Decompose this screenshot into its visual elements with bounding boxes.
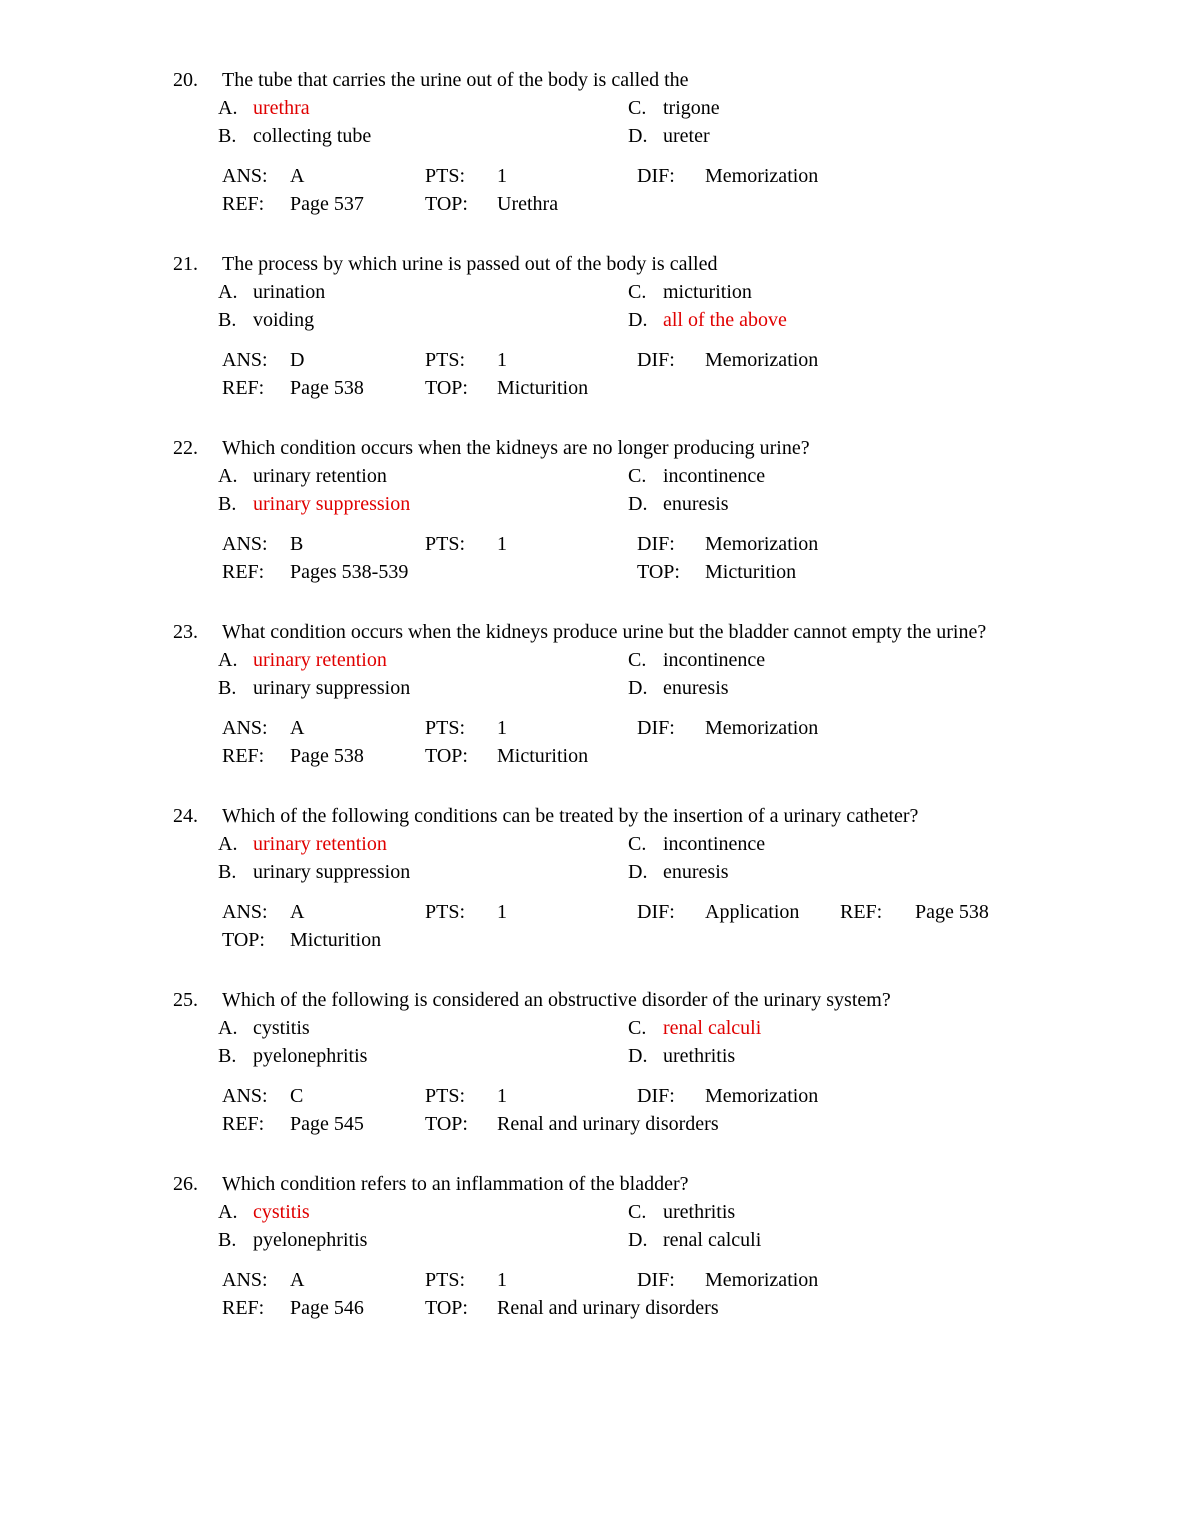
option bbox=[628, 1198, 1130, 1226]
option-text: urinary retention bbox=[253, 833, 387, 855]
question-line bbox=[173, 802, 1130, 830]
option bbox=[628, 830, 1130, 858]
meta-value: 1 bbox=[497, 717, 507, 739]
answer-meta-block bbox=[173, 530, 1130, 586]
meta-value: Renal and urinary disorders bbox=[497, 1113, 719, 1135]
question-line bbox=[173, 618, 1130, 646]
question-list bbox=[173, 66, 1130, 1322]
option-text: enuresis bbox=[663, 861, 729, 883]
meta-pair bbox=[222, 1110, 364, 1138]
meta-value: Memorization bbox=[705, 165, 819, 187]
meta-label: DIF: bbox=[637, 165, 675, 187]
meta-pair bbox=[222, 190, 364, 218]
option-text: cystitis bbox=[253, 1201, 310, 1223]
meta-value: Page 538 bbox=[915, 901, 989, 923]
meta-label: TOP: bbox=[425, 193, 468, 215]
option-text: ureter bbox=[663, 125, 710, 147]
option-text: urethritis bbox=[663, 1045, 736, 1067]
meta-pair bbox=[637, 714, 818, 742]
option-letter: B. bbox=[218, 861, 237, 883]
answer-meta-block bbox=[173, 898, 1130, 954]
meta-pair bbox=[222, 346, 304, 374]
option bbox=[628, 94, 1130, 122]
meta-value: A bbox=[290, 1269, 305, 1291]
meta-pair bbox=[637, 1266, 818, 1294]
question-line bbox=[173, 434, 1130, 462]
meta-value: B bbox=[290, 533, 304, 555]
meta-label: REF: bbox=[840, 901, 883, 923]
question-line bbox=[173, 986, 1130, 1014]
meta-value: Memorization bbox=[705, 533, 819, 555]
meta-pair bbox=[840, 898, 989, 926]
meta-label: PTS: bbox=[425, 349, 466, 371]
question-number: 26. bbox=[173, 1173, 198, 1195]
meta-label: DIF: bbox=[637, 349, 675, 371]
option bbox=[218, 1198, 628, 1226]
meta-pair bbox=[425, 742, 588, 770]
meta-value: Page 538 bbox=[290, 745, 364, 767]
meta-value: Memorization bbox=[705, 717, 819, 739]
option-letter: B. bbox=[218, 1229, 237, 1251]
option bbox=[218, 674, 628, 702]
option-text: urinary retention bbox=[253, 465, 387, 487]
options bbox=[218, 1198, 1130, 1254]
meta-value: A bbox=[290, 901, 305, 923]
meta-label: PTS: bbox=[425, 533, 466, 555]
meta-label: ANS: bbox=[222, 901, 268, 923]
question-number: 23. bbox=[173, 621, 198, 643]
question-block bbox=[173, 250, 1130, 402]
option-letter: B. bbox=[218, 677, 237, 699]
meta-label: TOP: bbox=[425, 1113, 468, 1135]
option-letter: B. bbox=[218, 493, 237, 515]
meta-label: REF: bbox=[222, 1113, 265, 1135]
meta-value: 1 bbox=[497, 349, 507, 371]
meta-value: Renal and urinary disorders bbox=[497, 1297, 719, 1319]
option-text: urethritis bbox=[663, 1201, 736, 1223]
option-letter: A. bbox=[218, 97, 238, 119]
question-text: The tube that carries the urine out of the body is called the bbox=[222, 69, 689, 91]
option bbox=[218, 830, 628, 858]
options-column-left bbox=[218, 462, 628, 518]
meta-value: 1 bbox=[497, 533, 507, 555]
answer-meta-block bbox=[173, 162, 1130, 218]
meta-pair bbox=[222, 530, 303, 558]
meta-pair bbox=[637, 558, 796, 586]
option-text: trigone bbox=[663, 97, 720, 119]
option-text: collecting tube bbox=[253, 125, 372, 147]
option-text: renal calculi bbox=[663, 1017, 762, 1039]
meta-pair bbox=[222, 162, 304, 190]
option-letter: D. bbox=[628, 1045, 648, 1067]
meta-row bbox=[173, 1110, 1130, 1138]
meta-pair bbox=[425, 530, 507, 558]
meta-label: PTS: bbox=[425, 1269, 466, 1291]
meta-row bbox=[173, 558, 1130, 586]
meta-label: TOP: bbox=[637, 561, 680, 583]
options bbox=[218, 94, 1130, 150]
meta-value: 1 bbox=[497, 901, 507, 923]
option bbox=[218, 1042, 628, 1070]
meta-pair bbox=[222, 374, 364, 402]
option bbox=[218, 1226, 628, 1254]
meta-row bbox=[173, 530, 1130, 558]
question-text: Which condition refers to an inflammation of the bladder? bbox=[222, 1173, 689, 1195]
meta-pair bbox=[425, 346, 507, 374]
meta-pair bbox=[425, 374, 588, 402]
option-letter: A. bbox=[218, 1201, 238, 1223]
meta-value: Micturition bbox=[290, 929, 382, 951]
meta-label: TOP: bbox=[425, 745, 468, 767]
meta-value: C bbox=[290, 1085, 304, 1107]
option-text: urinary suppression bbox=[253, 861, 411, 883]
meta-label: TOP: bbox=[222, 929, 265, 951]
meta-label: PTS: bbox=[425, 901, 466, 923]
options-column-left bbox=[218, 1198, 628, 1254]
meta-pair bbox=[222, 742, 364, 770]
option-text: all of the above bbox=[663, 309, 787, 331]
question-block bbox=[173, 434, 1130, 586]
answer-meta-block bbox=[173, 1082, 1130, 1138]
question-line bbox=[173, 1170, 1130, 1198]
option-letter: D. bbox=[628, 309, 648, 331]
meta-label: ANS: bbox=[222, 717, 268, 739]
meta-label: ANS: bbox=[222, 165, 268, 187]
option-letter: A. bbox=[218, 833, 238, 855]
meta-pair bbox=[425, 1266, 507, 1294]
meta-label: ANS: bbox=[222, 1269, 268, 1291]
meta-pair bbox=[222, 1294, 364, 1322]
meta-label: REF: bbox=[222, 1297, 265, 1319]
meta-pair bbox=[222, 898, 304, 926]
option bbox=[628, 646, 1130, 674]
meta-value: Memorization bbox=[705, 1269, 819, 1291]
option bbox=[218, 122, 628, 150]
question-block bbox=[173, 802, 1130, 954]
options bbox=[218, 278, 1130, 334]
question-text: Which condition occurs when the kidneys are no longer producing urine? bbox=[222, 437, 810, 459]
option-letter: D. bbox=[628, 861, 648, 883]
meta-value: Micturition bbox=[497, 377, 589, 399]
meta-label: PTS: bbox=[425, 717, 466, 739]
meta-value: A bbox=[290, 717, 305, 739]
option-text: voiding bbox=[253, 309, 315, 331]
option bbox=[628, 1014, 1130, 1042]
meta-pair bbox=[637, 530, 818, 558]
option-text: incontinence bbox=[663, 649, 766, 671]
option-letter: C. bbox=[628, 1017, 647, 1039]
option-text: cystitis bbox=[253, 1017, 310, 1039]
option-letter: A. bbox=[218, 1017, 238, 1039]
meta-value: Page 546 bbox=[290, 1297, 364, 1319]
meta-row bbox=[173, 1294, 1130, 1322]
option-text: incontinence bbox=[663, 465, 766, 487]
meta-value: Pages 538-539 bbox=[290, 561, 409, 583]
meta-pair bbox=[637, 346, 818, 374]
options-column-right bbox=[628, 1198, 1130, 1254]
meta-label: DIF: bbox=[637, 1085, 675, 1107]
question-block bbox=[173, 618, 1130, 770]
meta-value: Micturition bbox=[705, 561, 797, 583]
option-letter: A. bbox=[218, 281, 238, 303]
meta-value: 1 bbox=[497, 165, 507, 187]
options bbox=[218, 1014, 1130, 1070]
options-column-right bbox=[628, 462, 1130, 518]
option bbox=[218, 94, 628, 122]
meta-label: DIF: bbox=[637, 717, 675, 739]
meta-pair bbox=[637, 898, 799, 926]
option-text: micturition bbox=[663, 281, 752, 303]
meta-row bbox=[173, 190, 1130, 218]
meta-pair bbox=[425, 1110, 719, 1138]
meta-value: Page 537 bbox=[290, 193, 364, 215]
option-letter: C. bbox=[628, 281, 647, 303]
meta-label: PTS: bbox=[425, 165, 466, 187]
meta-label: ANS: bbox=[222, 1085, 268, 1107]
option-text: pyelonephritis bbox=[253, 1045, 368, 1067]
option bbox=[218, 462, 628, 490]
meta-row bbox=[173, 714, 1130, 742]
option-letter: A. bbox=[218, 465, 238, 487]
meta-pair bbox=[222, 558, 408, 586]
options-column-right bbox=[628, 1014, 1130, 1070]
option-text: incontinence bbox=[663, 833, 766, 855]
meta-pair bbox=[637, 1082, 818, 1110]
question-text: Which of the following is considered an obstructive disorder of the urinary system? bbox=[222, 989, 891, 1011]
option bbox=[628, 122, 1130, 150]
option-letter: C. bbox=[628, 833, 647, 855]
option-text: urinary retention bbox=[253, 649, 387, 671]
meta-row bbox=[173, 346, 1130, 374]
options-column-left bbox=[218, 94, 628, 150]
meta-label: DIF: bbox=[637, 1269, 675, 1291]
meta-pair bbox=[425, 190, 558, 218]
meta-row bbox=[173, 162, 1130, 190]
option bbox=[218, 306, 628, 334]
meta-pair bbox=[425, 162, 507, 190]
meta-pair bbox=[637, 162, 818, 190]
answer-meta-block bbox=[173, 346, 1130, 402]
question-line bbox=[173, 66, 1130, 94]
meta-pair bbox=[425, 714, 507, 742]
question-block bbox=[173, 1170, 1130, 1322]
meta-pair bbox=[425, 898, 507, 926]
meta-value: Urethra bbox=[497, 193, 559, 215]
option-text: urethra bbox=[253, 97, 310, 119]
options-column-left bbox=[218, 830, 628, 886]
meta-label: REF: bbox=[222, 745, 265, 767]
options bbox=[218, 646, 1130, 702]
question-number: 25. bbox=[173, 989, 198, 1011]
meta-label: REF: bbox=[222, 193, 265, 215]
option-letter: A. bbox=[218, 649, 238, 671]
question-line bbox=[173, 250, 1130, 278]
meta-pair bbox=[222, 714, 304, 742]
meta-label: PTS: bbox=[425, 1085, 466, 1107]
question-text: Which of the following conditions can be treated by the insertion of a urinary catheter? bbox=[222, 805, 919, 827]
options-column-left bbox=[218, 1014, 628, 1070]
option bbox=[218, 490, 628, 518]
meta-value: Memorization bbox=[705, 1085, 819, 1107]
meta-value: Micturition bbox=[497, 745, 589, 767]
option-text: enuresis bbox=[663, 493, 729, 515]
options-column-right bbox=[628, 830, 1130, 886]
meta-pair bbox=[425, 1082, 507, 1110]
meta-value: 1 bbox=[497, 1085, 507, 1107]
option-letter: D. bbox=[628, 1229, 648, 1251]
option bbox=[218, 278, 628, 306]
question-number: 24. bbox=[173, 805, 198, 827]
option-letter: D. bbox=[628, 677, 648, 699]
meta-pair bbox=[425, 1294, 719, 1322]
option bbox=[628, 858, 1130, 886]
meta-value: 1 bbox=[497, 1269, 507, 1291]
meta-row bbox=[173, 1082, 1130, 1110]
meta-label: REF: bbox=[222, 561, 265, 583]
option-letter: C. bbox=[628, 649, 647, 671]
meta-label: TOP: bbox=[425, 377, 468, 399]
meta-label: DIF: bbox=[637, 901, 675, 923]
meta-row bbox=[173, 898, 1130, 926]
question-block bbox=[173, 66, 1130, 218]
question-number: 22. bbox=[173, 437, 198, 459]
meta-row bbox=[173, 742, 1130, 770]
options-column-left bbox=[218, 278, 628, 334]
question-text: The process by which urine is passed out of the body is called bbox=[222, 253, 718, 275]
question-number: 20. bbox=[173, 69, 198, 91]
option-letter: D. bbox=[628, 125, 648, 147]
option-letter: B. bbox=[218, 125, 237, 147]
option bbox=[628, 490, 1130, 518]
meta-value: D bbox=[290, 349, 305, 371]
option-text: enuresis bbox=[663, 677, 729, 699]
option bbox=[628, 306, 1130, 334]
option-text: renal calculi bbox=[663, 1229, 762, 1251]
meta-pair bbox=[222, 1266, 304, 1294]
option-text: urination bbox=[253, 281, 326, 303]
meta-label: REF: bbox=[222, 377, 265, 399]
option-text: urinary suppression bbox=[253, 493, 411, 515]
option bbox=[628, 278, 1130, 306]
meta-row bbox=[173, 374, 1130, 402]
option-letter: C. bbox=[628, 1201, 647, 1223]
meta-label: ANS: bbox=[222, 533, 268, 555]
options bbox=[218, 830, 1130, 886]
option bbox=[218, 646, 628, 674]
meta-value: Page 545 bbox=[290, 1113, 364, 1135]
question-number: 21. bbox=[173, 253, 198, 275]
question-text: What condition occurs when the kidneys produce urine but the bladder cannot empty the urine? bbox=[222, 621, 987, 643]
meta-row bbox=[173, 1266, 1130, 1294]
meta-pair bbox=[222, 926, 381, 954]
option-letter: B. bbox=[218, 309, 237, 331]
option-letter: C. bbox=[628, 465, 647, 487]
option-letter: C. bbox=[628, 97, 647, 119]
answer-meta-block bbox=[173, 1266, 1130, 1322]
question-block bbox=[173, 986, 1130, 1138]
options-column-right bbox=[628, 94, 1130, 150]
option bbox=[218, 858, 628, 886]
options-column-right bbox=[628, 278, 1130, 334]
options-column-right bbox=[628, 646, 1130, 702]
option-letter: D. bbox=[628, 493, 648, 515]
option-text: pyelonephritis bbox=[253, 1229, 368, 1251]
meta-value: Memorization bbox=[705, 349, 819, 371]
option bbox=[628, 1226, 1130, 1254]
options-column-left bbox=[218, 646, 628, 702]
meta-value: Application bbox=[705, 901, 800, 923]
meta-value: Page 538 bbox=[290, 377, 364, 399]
answer-meta-block bbox=[173, 714, 1130, 770]
option bbox=[628, 462, 1130, 490]
meta-label: TOP: bbox=[425, 1297, 468, 1319]
meta-value: A bbox=[290, 165, 305, 187]
meta-pair bbox=[222, 1082, 303, 1110]
meta-label: ANS: bbox=[222, 349, 268, 371]
option bbox=[218, 1014, 628, 1042]
option-text: urinary suppression bbox=[253, 677, 411, 699]
meta-label: DIF: bbox=[637, 533, 675, 555]
option-letter: B. bbox=[218, 1045, 237, 1067]
option bbox=[628, 1042, 1130, 1070]
meta-row bbox=[173, 926, 1130, 954]
option bbox=[628, 674, 1130, 702]
options bbox=[218, 462, 1130, 518]
